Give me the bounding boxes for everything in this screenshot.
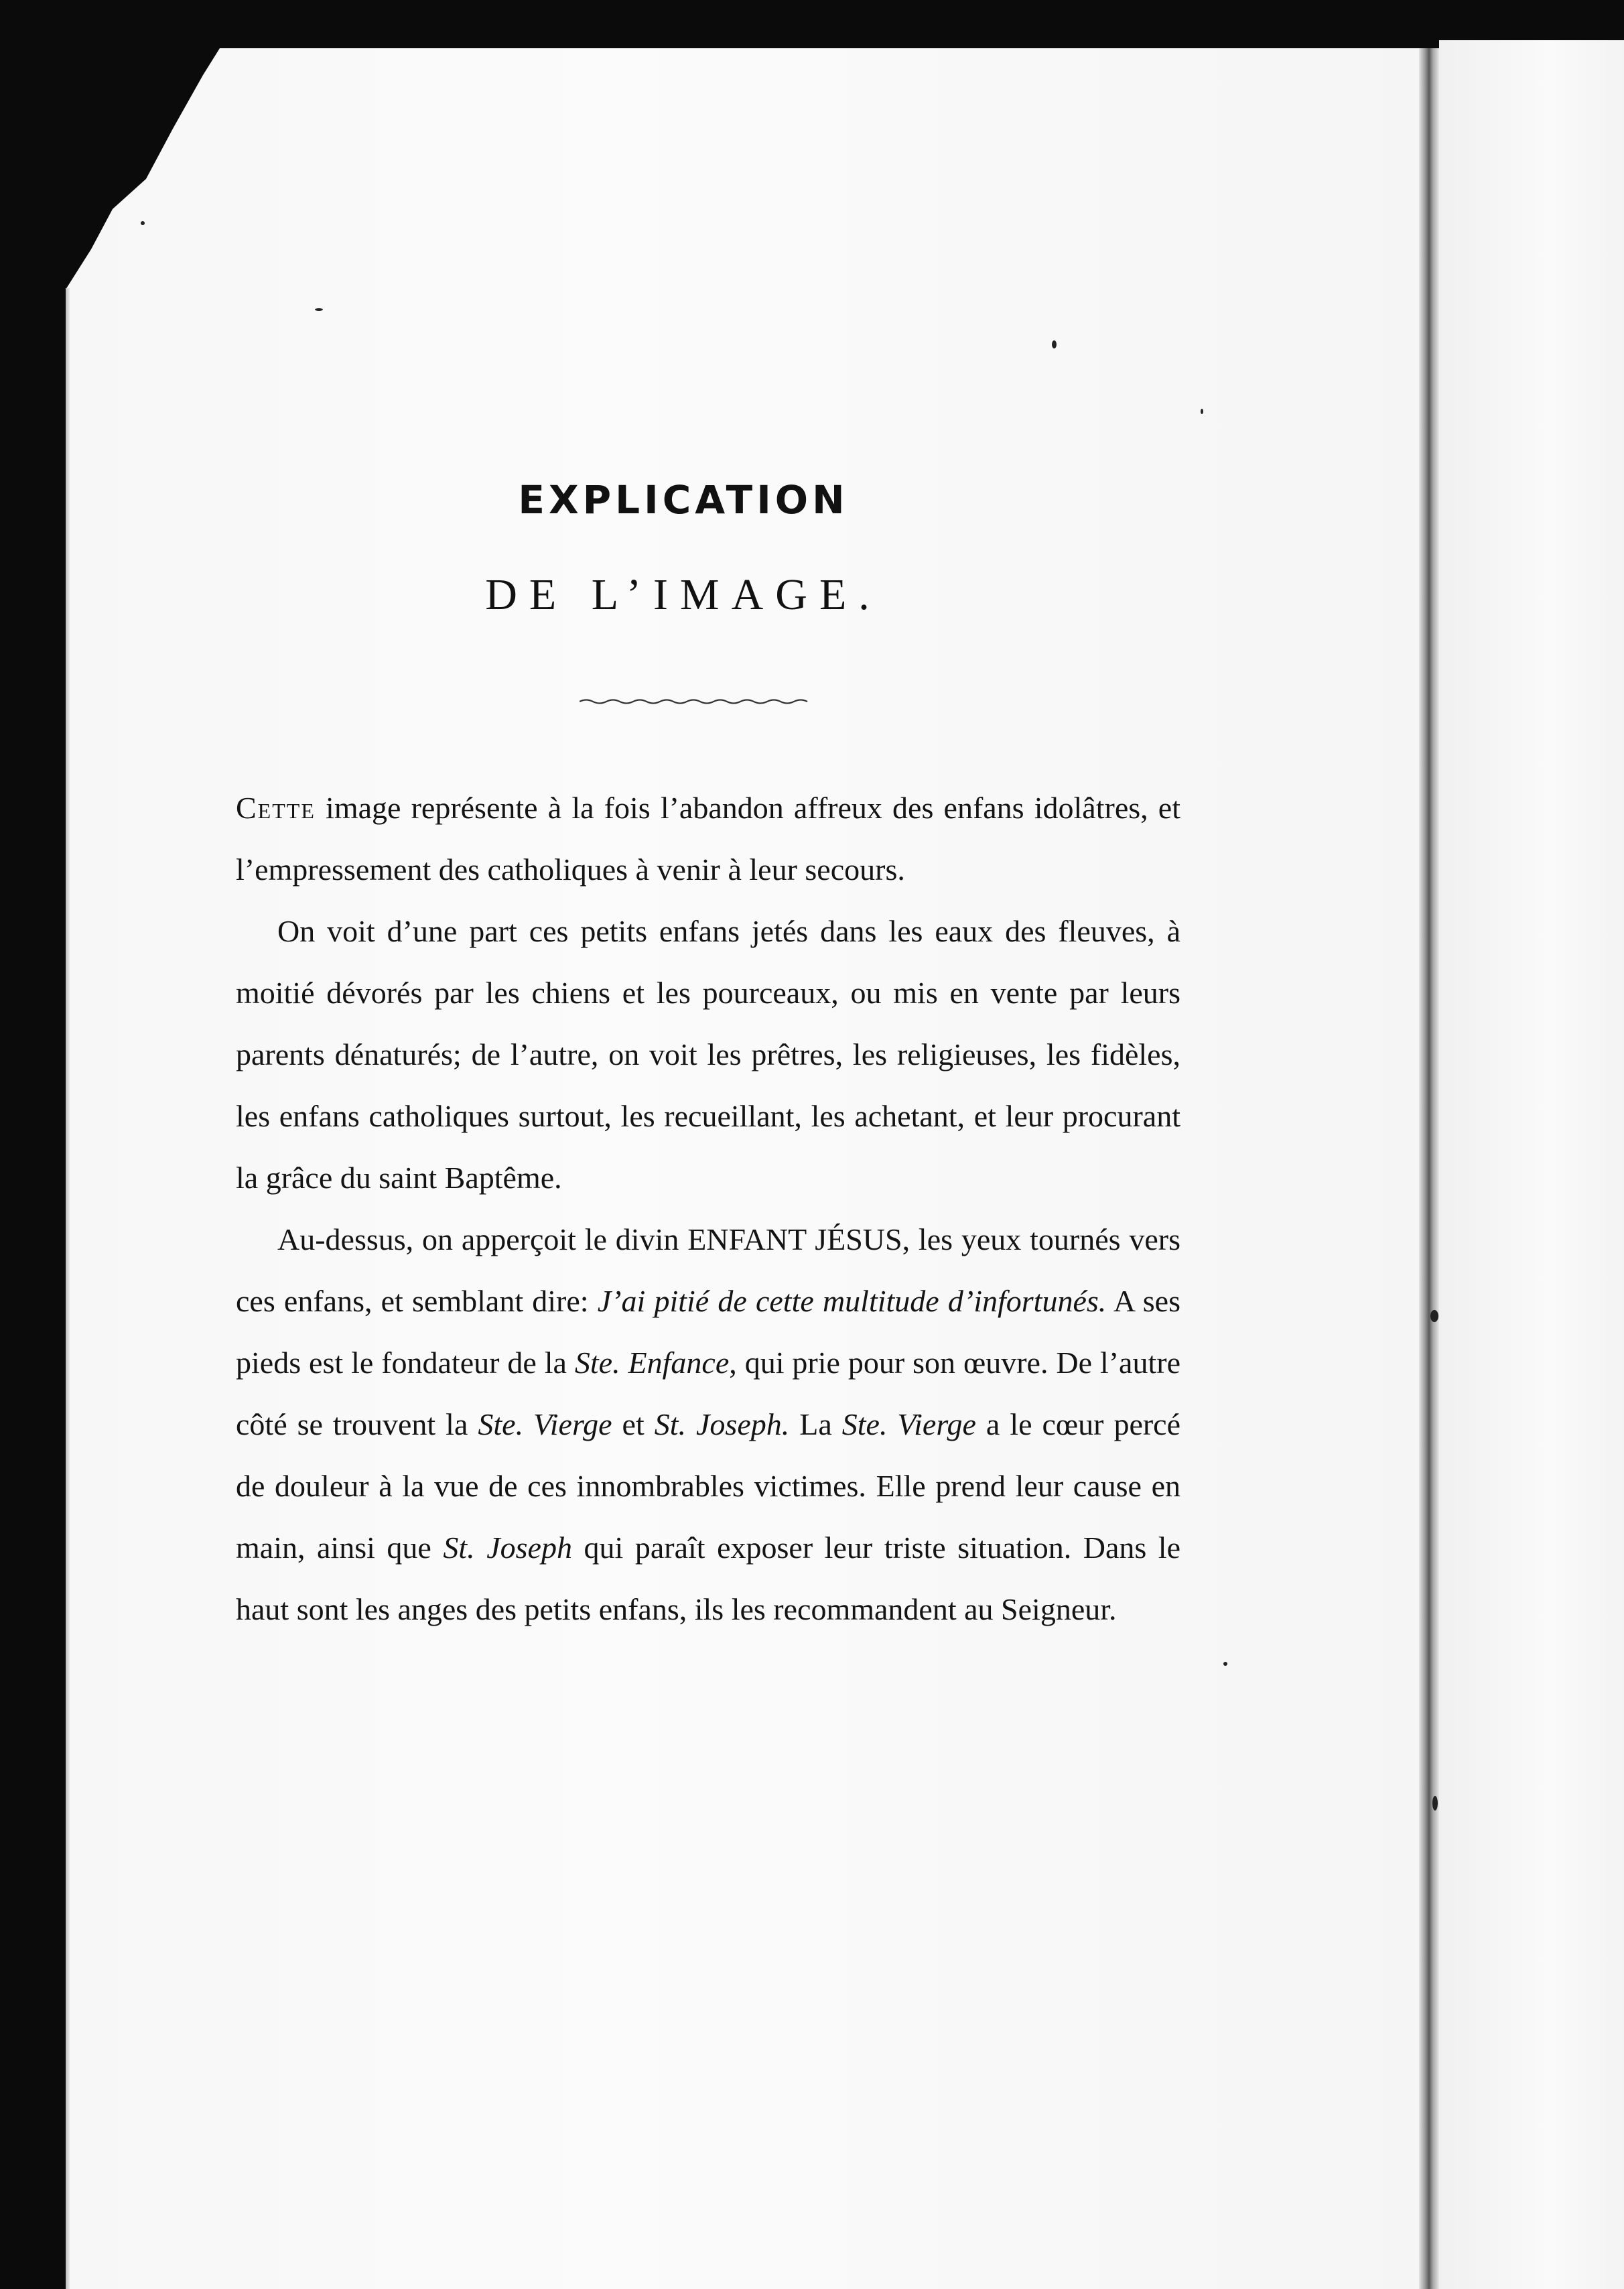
dust-speck xyxy=(141,221,145,225)
italic-name: Ste. Vierge xyxy=(478,1407,612,1441)
paragraph xyxy=(236,777,1180,901)
page-title: EXPLICATION xyxy=(518,477,849,523)
text-run: Au-dessus, on apperçoit le divin ENFANT JÉSUS, les yeux tournés vers ces enfans, et semblant dire: xyxy=(236,1222,1180,1318)
paragraph xyxy=(236,1209,1180,1640)
decorative-rule xyxy=(580,697,814,706)
text-run: Cette xyxy=(236,791,316,825)
italic-name: St. Joseph. xyxy=(654,1407,790,1441)
page-left-edge xyxy=(66,288,70,2289)
dust-speck xyxy=(315,308,323,311)
text-run: La xyxy=(789,1407,842,1441)
text-run: On voit d’une part ces petits enfans jetés dans les eaux des fleuves, à moitié dévorés par les chiens et les pourceaux, ou mis en vente par leurs parents dénaturés; de l’autre, on voit les prêtres, les religieuses, les fidèles, les enfans catholiques surtout, les recueillant, les achetant, et leur procurant la grâce du saint Baptême. xyxy=(236,914,1180,1195)
text-run: et xyxy=(612,1407,655,1441)
text-run: qui paraît exposer leur triste situation. Dans le haut sont les anges des petits enfans, ils les recommandent au Seigneur. xyxy=(236,1530,1181,1626)
italic-name: Ste. Enfance xyxy=(574,1346,730,1380)
paragraph xyxy=(236,901,1180,1209)
text-run: a le cœur percé de douleur à la vue de ces innombrables victimes. Elle prend leur cause en main, ainsi que xyxy=(236,1407,1181,1565)
dust-speck xyxy=(1432,1796,1438,1811)
dust-speck xyxy=(1201,409,1203,414)
italic-name: St. Joseph xyxy=(443,1530,572,1565)
text-run: image représente à la fois l’abandon affreux des enfans idolâtres, et l’empressement des catholiques à venir à leur secours. xyxy=(236,791,1180,887)
text-run: A ses pieds est le fondateur de la xyxy=(236,1284,1180,1380)
explanation-text xyxy=(236,777,1180,1640)
text-run: , qui prie pour son œuvre. De l’autre côté se trouvent la xyxy=(236,1346,1180,1441)
dust-speck xyxy=(1223,1662,1227,1666)
facing-page-edge xyxy=(1439,40,1624,2289)
page-subtitle: DE L’IMAGE. xyxy=(485,570,882,619)
italic-name: Ste. Vierge xyxy=(841,1407,976,1441)
binding-gutter xyxy=(1419,48,1439,2289)
italic-quote: J’ai pitié de cette multitude d’infortunés. xyxy=(597,1284,1107,1318)
dust-speck xyxy=(1052,340,1057,348)
dust-speck xyxy=(1430,1310,1438,1322)
